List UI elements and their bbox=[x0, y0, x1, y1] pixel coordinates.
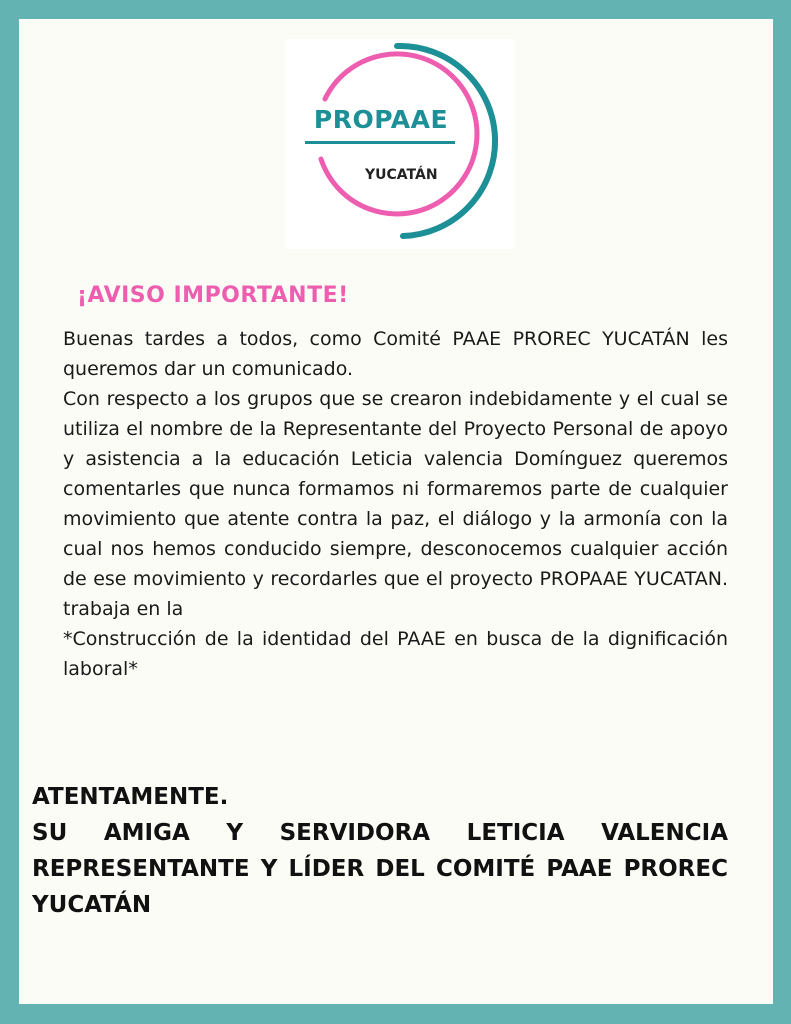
paragraph-greeting: Buenas tardes a todos, como Comité PAAE PROREC YUCATÁN les queremos dar un comunicado. bbox=[63, 328, 728, 380]
closing-signature: SU AMIGA Y SERVIDORA LETICIA VALENCIA REPRESENTANTE Y LÍDER DEL COMITÉ PAAE PROREC YUCATÁN bbox=[32, 820, 728, 918]
notice-body bbox=[63, 324, 728, 684]
logo-underline bbox=[305, 141, 455, 144]
propaae-logo bbox=[285, 39, 515, 249]
signature-block bbox=[32, 779, 728, 923]
logo-subtitle: YUCATÁN bbox=[365, 167, 438, 183]
paragraph-motto: *Construcción de la identidad del PAAE en busca de la dignificación laboral* bbox=[63, 628, 728, 680]
closing-salutation: ATENTAMENTE. bbox=[32, 784, 229, 810]
notice-page bbox=[19, 19, 773, 1004]
headline: ¡AVISO IMPORTANTE! bbox=[77, 283, 349, 308]
logo-title: PROPAAE bbox=[313, 105, 449, 134]
paragraph-statement: Con respecto a los grupos que se crearon indebidamente y el cual se utiliza el nombre de la Representante del Proyecto Personal de apoyo y asistencia a la educación Leticia valencia Domínguez queremos comentarles que nunca formamos ni formaremos parte de cualquier movimiento que atente contra la paz, el diálogo y la armonía con la cual nos hemos conducido siempre, desconocemos cualquier acción de ese movimiento y recordarles que el proyecto PROPAAE YUCATAN. trabaja en la bbox=[63, 388, 728, 620]
logo-rings-icon bbox=[285, 39, 515, 249]
